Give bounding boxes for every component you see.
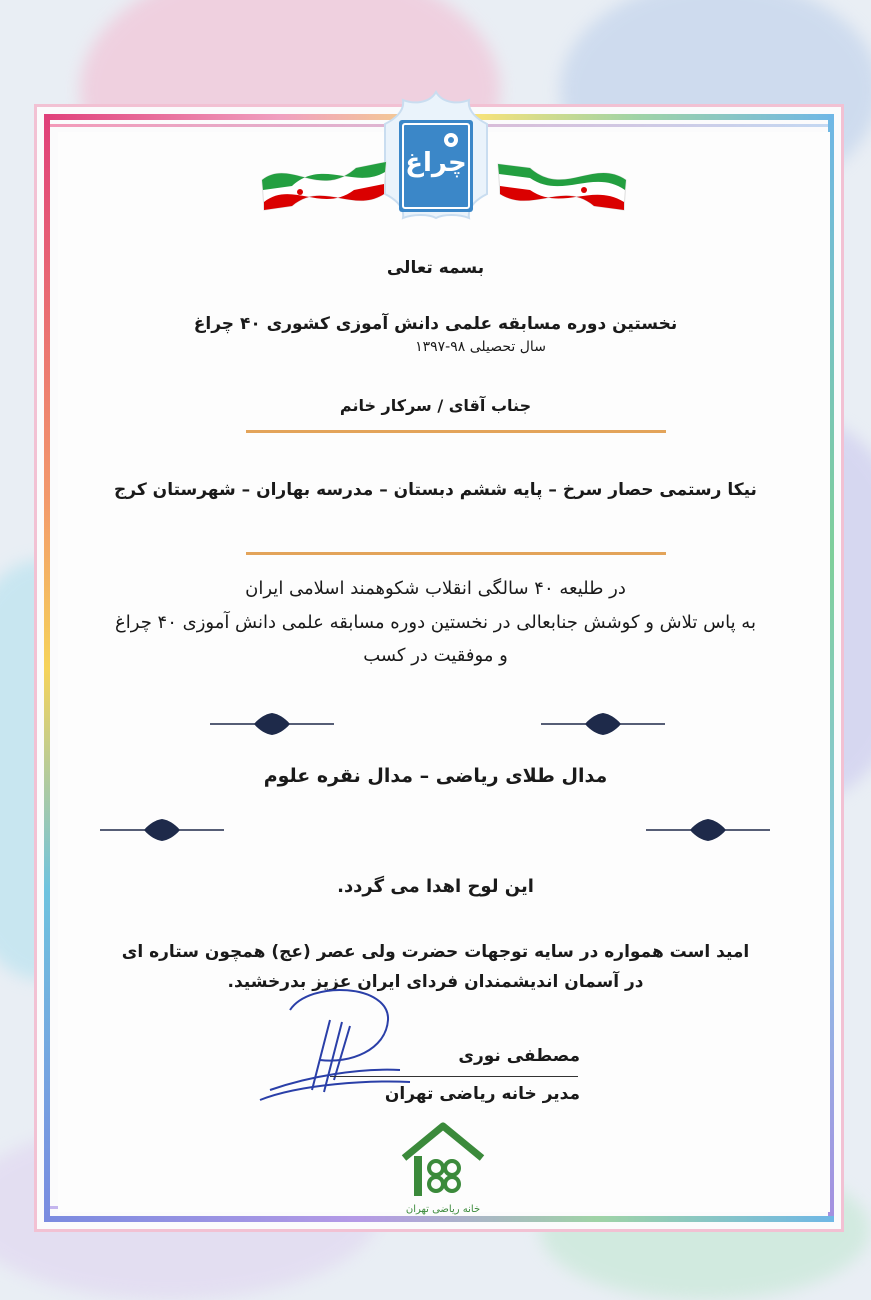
wish-line-1: امید است همواره در سایه توجهات حضرت ولی عصر (عج) همچون ستاره ای [121, 942, 750, 962]
body-line-1: در طلیعه ۴۰ سالگی انقلاب شکوهمند اسلامی ایران [245, 578, 626, 599]
presented-statement: این لوح اهدا می گردد. [337, 876, 534, 897]
left-flag-icon [260, 150, 388, 216]
academic-year: سال تحصیلی ۹۸-۱۳۹۷ [415, 339, 546, 355]
house-of-math-logo-icon [398, 1120, 488, 1202]
signature-line [330, 1076, 578, 1077]
awards: مدال طلای ریاضی – مدال نقره علوم [263, 765, 608, 787]
top-logo-text: چراغ [405, 148, 467, 178]
bottom-logo-text: خانه ریاضی تهران [405, 1204, 481, 1215]
ornament-divider-icon [646, 817, 770, 843]
salutation: جناب آقای / سرکار خانم [339, 396, 532, 415]
ornament-divider-icon [210, 711, 334, 737]
bottom-logo [398, 1120, 488, 1220]
gold-line-top [246, 430, 666, 433]
body-line-2: به پاس تلاش و کوشش جنابعالی در نخستین دوره مسابقه علمی دانش آموزی ۴۰ چراغ [115, 612, 756, 633]
top-emblem [383, 90, 489, 220]
gold-line-bottom [246, 552, 666, 555]
body-line-3: و موفقیت در کسب [363, 645, 508, 666]
signer-name: مصطفی نوری [458, 1046, 580, 1066]
wish-line-2: در آسمان اندیشمندان فردای ایران عزیز بدرخشید. [227, 972, 644, 992]
certificate-title: نخستین دوره مسابقه علمی دانش آموزی کشوری ۴۰ چراغ [193, 314, 678, 334]
border-left [44, 114, 50, 1222]
signer-title: مدیر خانه ریاضی تهران [384, 1084, 580, 1104]
basmala: بسمه تعالی [386, 258, 485, 278]
recipient-line: نیکا رستمی حصار سرخ – پایه ششم دبستان – مدرسه بهاران – شهرستان کرج [114, 480, 757, 500]
ornament-divider-icon [541, 711, 665, 737]
right-flag-icon [496, 150, 628, 216]
ornament-divider-icon [100, 817, 224, 843]
